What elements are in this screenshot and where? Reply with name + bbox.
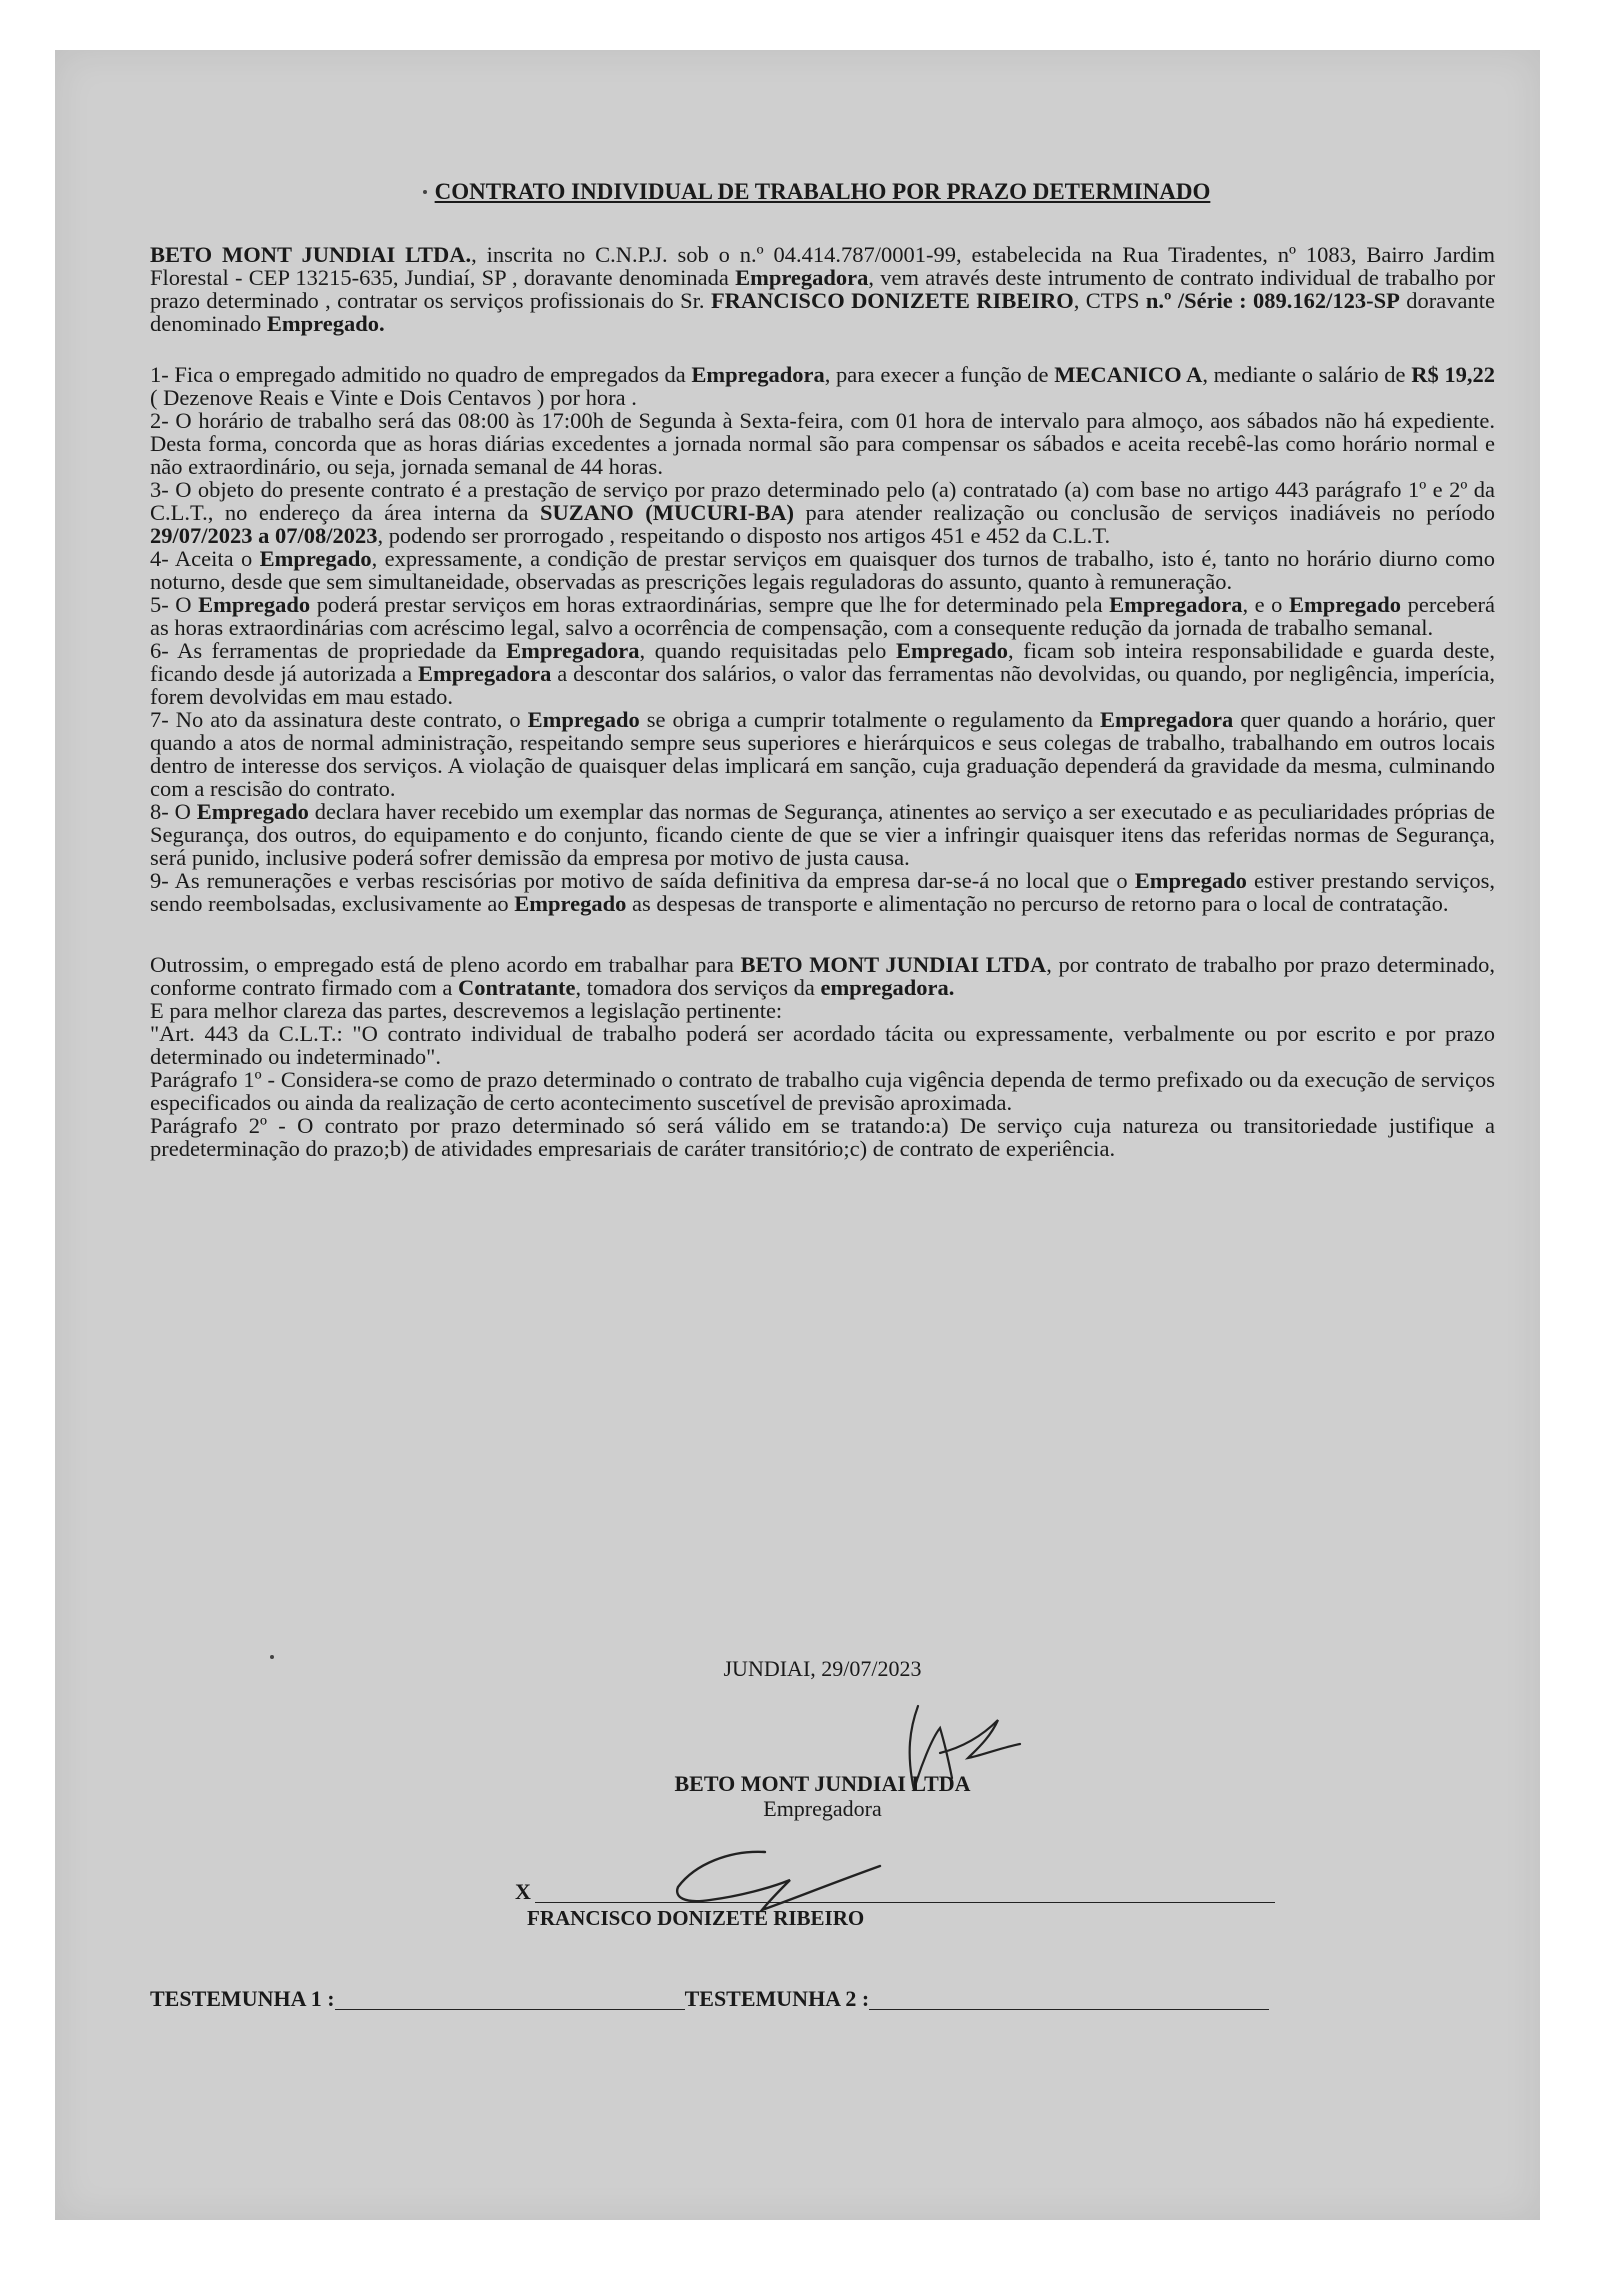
intro-text-2: , vem através deste intrumento de contrato individual de trabalho por prazo determinado , contratar os serviços profissionais do Sr. (150, 265, 1495, 313)
clause-bold: Empregadora (418, 661, 552, 686)
company-name: BETO MONT JUNDIAI LTDA. (150, 242, 472, 267)
witness-1-label: TESTEMUNHA 1 : (150, 1986, 335, 2011)
closing-text: Outrossim, o empregado está de pleno acordo em trabalhar para (150, 952, 741, 977)
clause-bold: Empregadora (691, 362, 825, 387)
clause-text: 4- Aceita o (150, 546, 260, 571)
contract-body (150, 179, 1496, 2011)
witness-2-line (869, 1989, 1269, 2010)
clause-text: ( Dezenove Reais e Vinte e Dois Centavos ) por hora . (150, 385, 637, 410)
clause-text: 6- As ferramentas de propriedade da (150, 638, 507, 663)
clause-text: , expressamente, a condição de prestar serviços em quaisquer dos turnos de trabalho, isto é, tanto no horário diurno como noturno, desde que sem simultaneidade, observadas as prescrições legais reguladoras do assunto, quanto à remuneração. (150, 546, 1495, 594)
employee-signature-block (515, 1880, 1275, 1930)
clause-text: 3- O objeto do presente contrato é a prestação de serviço por prazo determinado pelo (a) contratado (a) com base no artigo 443 parágrafo 1º e 2º da C.L.T., no endereço da área interna da (150, 477, 1495, 525)
clause-text: , para execer a função de (824, 362, 1055, 387)
witnesses-row (150, 1987, 1495, 2010)
clause-text: 7- No ato da assinatura deste contrato, o (150, 707, 528, 732)
intro-text-1: , inscrita no C.N.P.J. sob o n.º 04.414.787/0001-99, estabelecida na Rua Tiradentes, nº 1083, Bairro Jardim Florestal - CEP 13215-635, Jundiaí, SP , doravante denominada (150, 242, 1495, 290)
intro-paragraph (150, 243, 1495, 335)
clause-bold: Empregadora (1099, 707, 1234, 732)
clause-bold: Empregadora (506, 638, 640, 663)
clause-text: , mediante o salário de (1202, 362, 1412, 387)
witness-2-label: TESTEMUNHA 2 : (684, 1986, 870, 2011)
clause-4 (150, 547, 1495, 593)
clause-text: 9- As remunerações e verbas rescisórias por motivo de saída definitiva da empresa dar-se-á no local que o (150, 868, 1135, 893)
paragraph-1: Parágrafo 1º - Considera-se como de prazo determinado o contrato de trabalho cuja vigência dependa de termo prefixado ou da execução de serviços especificados ou ainda da realização de certo acontecimento suscetível de previsão aproximada. (150, 1067, 1495, 1115)
scan-speck (423, 190, 427, 194)
scanned-sheet (55, 50, 1540, 2220)
clause-bold: Empregado (1288, 592, 1402, 617)
clause-text: 5- O (150, 592, 199, 617)
clause-bold: Empregado (1134, 868, 1247, 893)
closing-bold: empregadora. (820, 975, 955, 1000)
legislation-intro: E para melhor clareza das partes, descrevemos a legislação pertinente: (150, 998, 783, 1023)
clause-text: 2- O horário de trabalho será das 08:00 às 17:00h de Segunda à Sexta-feira, com 01 hora de intervalo para almoço, aos sábados não há expediente. Desta forma, concorda que as horas diárias excedentes a jornada normal são para compensar os sábados e aceita recebê-las como horário normal e não extraordinário, ou seja, jornada semanal de 44 horas. (150, 408, 1495, 479)
employee-term: Empregado. (266, 311, 385, 336)
paragraph-2: Parágrafo 2º - O contrato por prazo determinado só será válido em se tratando:a) De serviço cuja natureza ou transitoriedade justifique a predeterminação do prazo;b) de atividades empresariais de caráter transitório;c) de contrato de experiência. (150, 1113, 1495, 1161)
clause-bold: Empregado (196, 799, 309, 824)
clause-text: , ficam sob inteira responsabilidade e guarda deste, ficando desde já autorizada a (150, 638, 1495, 686)
clause-text: perceberá as horas extraordinárias com acréscimo legal, salvo a ocorrência de compensação, com a consequente redução da jornada de trabalho semanal. (150, 592, 1495, 640)
closing-paragraph (150, 953, 1495, 999)
article-443: "Art. 443 da C.L.T.: "O contrato individual de trabalho poderá ser acordado tácita ou expressamente, verbalmente ou por escrito e por prazo determinado ou indeterminado". (150, 1021, 1495, 1069)
clause-text: , podendo ser prorrogado , respeitando o disposto nos artigos 451 e 452 da C.L.T. (377, 523, 1111, 548)
clause-bold: Empregado (259, 546, 372, 571)
clause-bold: Empregado (198, 592, 311, 617)
clause-text: para atender realização ou conclusão de serviços inadiáveis no período (793, 500, 1495, 525)
signature-rule (535, 1882, 1275, 1903)
clause-3 (150, 478, 1495, 547)
clause-7 (150, 708, 1495, 800)
intro-text-3: , CTPS (1073, 288, 1146, 313)
work-site: SUZANO (MUCURI-BA) (539, 500, 794, 525)
contract-period: 29/07/2023 a 07/08/2023 (150, 523, 378, 548)
clause-text: 1- Fica o empregado admitido no quadro de empregados da (150, 362, 692, 387)
clause-8 (150, 800, 1495, 869)
intro-text-4: doravante denominado (150, 288, 1495, 336)
clause-text: se obriga a cumprir totalmente o regulamento da (639, 707, 1100, 732)
scan-speck (270, 1655, 274, 1659)
clause-text: poderá prestar serviços em horas extraordinárias, sempre que lhe for determinado pela (310, 592, 1110, 617)
clause-text: , e o (1242, 592, 1289, 617)
clause-text: 8- O (150, 799, 197, 824)
clause-text: quer quando a horário, quer quando a atos de normal administração, respeitando sempre seus superiores e hierárquicos e seus colegas de trabalho, trabalhando em outros locais dentro de interesse dos serviços. A violação de quaisquer delas implicará em sanção, cuja graduação dependerá da gravidade da mesma, culminando com a rescisão do contrato. (150, 707, 1496, 801)
closing-text: , por contrato de trabalho por prazo determinado, conforme contrato firmado com a (150, 952, 1495, 1000)
company-signature-role: Empregadora (763, 1796, 882, 1821)
ctps-number: n.º /Série : 089.162/123-SP (1145, 288, 1400, 313)
clause-9 (150, 869, 1495, 915)
signature-x-mark: X (515, 1879, 531, 1904)
clause-2 (150, 409, 1495, 478)
clause-text: a descontar dos salários, o valor das ferramentas não devolvidas, ou quando, por negligência, imperícia, forem devolvidas em mau estado. (150, 661, 1495, 709)
employer-term: Empregadora (735, 265, 869, 290)
employee-signature-line (515, 1880, 1275, 1903)
company-signature-name: BETO MONT JUNDIAI LTDA (674, 1771, 971, 1796)
place-date: JUNDIAI, 29/07/2023 (723, 1656, 922, 1681)
job-title: MECANICO A (1054, 362, 1203, 387)
employee-signature-name: FRANCISCO DONIZETE RIBEIRO (527, 1906, 865, 1930)
clause-text: estiver prestando serviços, sendo reembolsadas, exclusivamente ao (150, 868, 1495, 916)
clause-5 (150, 593, 1495, 639)
clause-text: as despesas de transporte e alimentação no percurso de retorno para o local de contratação. (626, 891, 1449, 916)
clause-text: declara haver recebido um exemplar das normas de Segurança, atinentes ao serviço a ser executado e as peculiaridades próprias de Segurança, dos outros, do equipamento e do conjunto, ficando ciente de que se vier a infringir quaisquer itens das referidas normas de Segurança, será punido, inclusive poderá sofrer demissão da empresa por motivo de justa causa. (150, 799, 1495, 870)
closing-bold: Contratante (458, 975, 576, 1000)
clause-text: , quando requisitadas pelo (639, 638, 896, 663)
closing-section (150, 953, 1495, 1160)
hourly-wage: R$ 19,22 (1411, 362, 1495, 387)
employee-name: FRANCISCO DONIZETE RIBEIRO (710, 288, 1074, 313)
document-title: CONTRATO INDIVIDUAL DE TRABALHO POR PRAZO DETERMINADO (434, 179, 1211, 204)
clause-1 (150, 363, 1495, 409)
closing-text: , tomadora dos serviços da (575, 975, 821, 1000)
witness-1-line (335, 1989, 685, 2010)
closing-bold: BETO MONT JUNDIAI LTDA (740, 952, 1047, 977)
clause-6 (150, 639, 1495, 708)
clause-bold: Empregado (895, 638, 1009, 663)
clause-bold: Empregado (527, 707, 640, 732)
company-signature-block (150, 1772, 1495, 1820)
clause-bold: Empregadora (1109, 592, 1243, 617)
clause-bold: Empregado (514, 891, 627, 916)
